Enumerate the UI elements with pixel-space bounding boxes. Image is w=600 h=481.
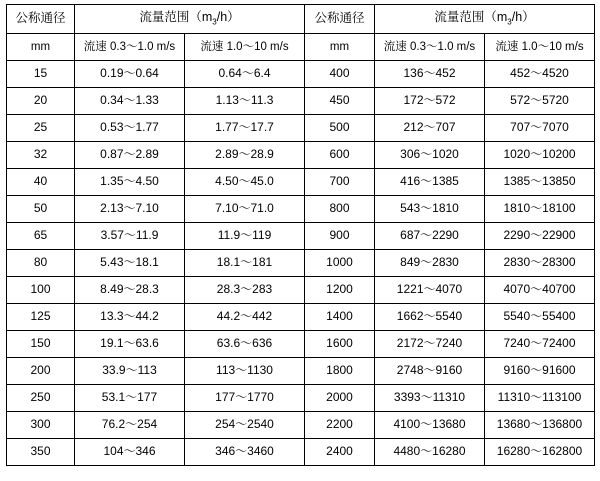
header-flow-range-right-sup: 3 — [507, 17, 512, 27]
cell-dn-left: 100 — [7, 277, 75, 304]
cell-dn-right: 900 — [305, 223, 375, 250]
cell-high-left: 1.77～17.7 — [185, 115, 305, 142]
cell-low-right: 3393～11310 — [375, 385, 485, 412]
cell-dn-right: 700 — [305, 169, 375, 196]
cell-high-left: 4.50～45.0 — [185, 169, 305, 196]
cell-high-right: 7240～72400 — [485, 331, 595, 358]
header-flow-range-right — [375, 5, 595, 34]
table-row — [7, 277, 595, 304]
header-unit-mm-left: mm — [7, 34, 75, 61]
cell-low-right: 2748～9160 — [375, 358, 485, 385]
cell-dn-left: 20 — [7, 88, 75, 115]
cell-high-right: 1810～18100 — [485, 196, 595, 223]
cell-low-right: 212～707 — [375, 115, 485, 142]
header-nominal-diameter-left: 公称通径 — [7, 5, 75, 34]
cell-high-left: 18.1～181 — [185, 250, 305, 277]
cell-dn-right: 1600 — [305, 331, 375, 358]
cell-dn-left: 50 — [7, 196, 75, 223]
cell-dn-left: 40 — [7, 169, 75, 196]
cell-high-left: 346～3460 — [185, 439, 305, 466]
cell-low-left: 0.53～1.77 — [75, 115, 185, 142]
table-header-row-main — [7, 5, 595, 34]
header-unit-mm-right: mm — [305, 34, 375, 61]
cell-high-right: 2290～22900 — [485, 223, 595, 250]
header-speed-high-left: 流速 1.0～10 m/s — [185, 34, 305, 61]
cell-low-left: 19.1～63.6 — [75, 331, 185, 358]
table-row — [7, 331, 595, 358]
cell-high-right: 4070～40700 — [485, 277, 595, 304]
header-nominal-diameter-right: 公称通径 — [305, 5, 375, 34]
cell-low-left: 2.13～7.10 — [75, 196, 185, 223]
cell-high-left: 63.6～636 — [185, 331, 305, 358]
cell-low-left: 33.9～113 — [75, 358, 185, 385]
cell-high-left: 7.10～71.0 — [185, 196, 305, 223]
cell-low-right: 4100～13680 — [375, 412, 485, 439]
cell-dn-left: 150 — [7, 331, 75, 358]
cell-dn-right: 2200 — [305, 412, 375, 439]
table-row — [7, 439, 595, 466]
cell-dn-right: 600 — [305, 142, 375, 169]
table-row — [7, 304, 595, 331]
cell-high-right: 2830～28300 — [485, 250, 595, 277]
cell-low-right: 687～2290 — [375, 223, 485, 250]
cell-high-right: 1385～13850 — [485, 169, 595, 196]
cell-low-left: 1.35～4.50 — [75, 169, 185, 196]
cell-low-right: 849～2830 — [375, 250, 485, 277]
table-header-row-sub — [7, 34, 595, 61]
cell-dn-right: 400 — [305, 61, 375, 88]
cell-low-left: 53.1～177 — [75, 385, 185, 412]
cell-dn-left: 65 — [7, 223, 75, 250]
cell-low-right: 172～572 — [375, 88, 485, 115]
cell-high-right: 707～7070 — [485, 115, 595, 142]
cell-high-right: 13680～136800 — [485, 412, 595, 439]
cell-low-left: 5.43～18.1 — [75, 250, 185, 277]
table-row — [7, 223, 595, 250]
cell-dn-left: 125 — [7, 304, 75, 331]
cell-high-right: 11310～113100 — [485, 385, 595, 412]
cell-dn-left: 32 — [7, 142, 75, 169]
header-flow-range-left-prefix: 流量范围（m — [139, 9, 213, 24]
table-row — [7, 385, 595, 412]
cell-high-right: 16280～162800 — [485, 439, 595, 466]
cell-high-left: 177～1770 — [185, 385, 305, 412]
cell-dn-right: 1000 — [305, 250, 375, 277]
cell-dn-left: 15 — [7, 61, 75, 88]
cell-low-left: 0.19～0.64 — [75, 61, 185, 88]
cell-dn-right: 800 — [305, 196, 375, 223]
table-row — [7, 142, 595, 169]
header-flow-range-right-prefix: 流量范围（m — [434, 9, 508, 24]
cell-high-right: 1020～10200 — [485, 142, 595, 169]
header-flow-range-right-suffix: /h） — [511, 9, 535, 24]
table-row — [7, 88, 595, 115]
cell-low-right: 543～1810 — [375, 196, 485, 223]
cell-low-left: 13.3～44.2 — [75, 304, 185, 331]
cell-high-right: 9160～91600 — [485, 358, 595, 385]
cell-low-right: 306～1020 — [375, 142, 485, 169]
cell-dn-left: 350 — [7, 439, 75, 466]
cell-low-right: 2172～7240 — [375, 331, 485, 358]
cell-low-right: 136～452 — [375, 61, 485, 88]
header-speed-high-right: 流速 1.0～10 m/s — [485, 34, 595, 61]
cell-dn-right: 450 — [305, 88, 375, 115]
cell-high-left: 1.13～11.3 — [185, 88, 305, 115]
cell-low-left: 104～346 — [75, 439, 185, 466]
flow-range-table — [6, 4, 595, 466]
table-row — [7, 358, 595, 385]
header-speed-low-left: 流速 0.3～1.0 m/s — [75, 34, 185, 61]
cell-low-right: 416～1385 — [375, 169, 485, 196]
cell-low-left: 8.49～28.3 — [75, 277, 185, 304]
cell-dn-right: 1800 — [305, 358, 375, 385]
cell-dn-left: 250 — [7, 385, 75, 412]
cell-dn-right: 2400 — [305, 439, 375, 466]
cell-low-left: 0.87～2.89 — [75, 142, 185, 169]
cell-high-left: 28.3～283 — [185, 277, 305, 304]
cell-low-left: 76.2～254 — [75, 412, 185, 439]
cell-high-left: 0.64～6.4 — [185, 61, 305, 88]
cell-low-left: 3.57～11.9 — [75, 223, 185, 250]
cell-dn-right: 1200 — [305, 277, 375, 304]
cell-dn-left: 200 — [7, 358, 75, 385]
cell-low-left: 0.34～1.33 — [75, 88, 185, 115]
table-row — [7, 412, 595, 439]
table-row — [7, 196, 595, 223]
cell-high-left: 11.9～119 — [185, 223, 305, 250]
header-flow-range-left-sup: 3 — [212, 17, 217, 27]
cell-dn-left: 25 — [7, 115, 75, 142]
cell-high-left: 44.2～442 — [185, 304, 305, 331]
table-row — [7, 115, 595, 142]
cell-high-left: 2.89～28.9 — [185, 142, 305, 169]
header-flow-range-left-suffix: /h） — [216, 9, 240, 24]
cell-low-right: 4480～16280 — [375, 439, 485, 466]
header-speed-low-right: 流速 0.3～1.0 m/s — [375, 34, 485, 61]
table-row — [7, 169, 595, 196]
table-row — [7, 61, 595, 88]
cell-high-right: 5540～55400 — [485, 304, 595, 331]
cell-dn-right: 1400 — [305, 304, 375, 331]
cell-dn-left: 80 — [7, 250, 75, 277]
cell-low-right: 1662～5540 — [375, 304, 485, 331]
cell-high-left: 113～1130 — [185, 358, 305, 385]
cell-high-right: 572～5720 — [485, 88, 595, 115]
cell-dn-right: 2000 — [305, 385, 375, 412]
table-row — [7, 250, 595, 277]
cell-low-right: 1221～4070 — [375, 277, 485, 304]
cell-high-left: 254～2540 — [185, 412, 305, 439]
cell-dn-right: 500 — [305, 115, 375, 142]
header-flow-range-left — [75, 5, 305, 34]
cell-dn-left: 300 — [7, 412, 75, 439]
cell-high-right: 452～4520 — [485, 61, 595, 88]
